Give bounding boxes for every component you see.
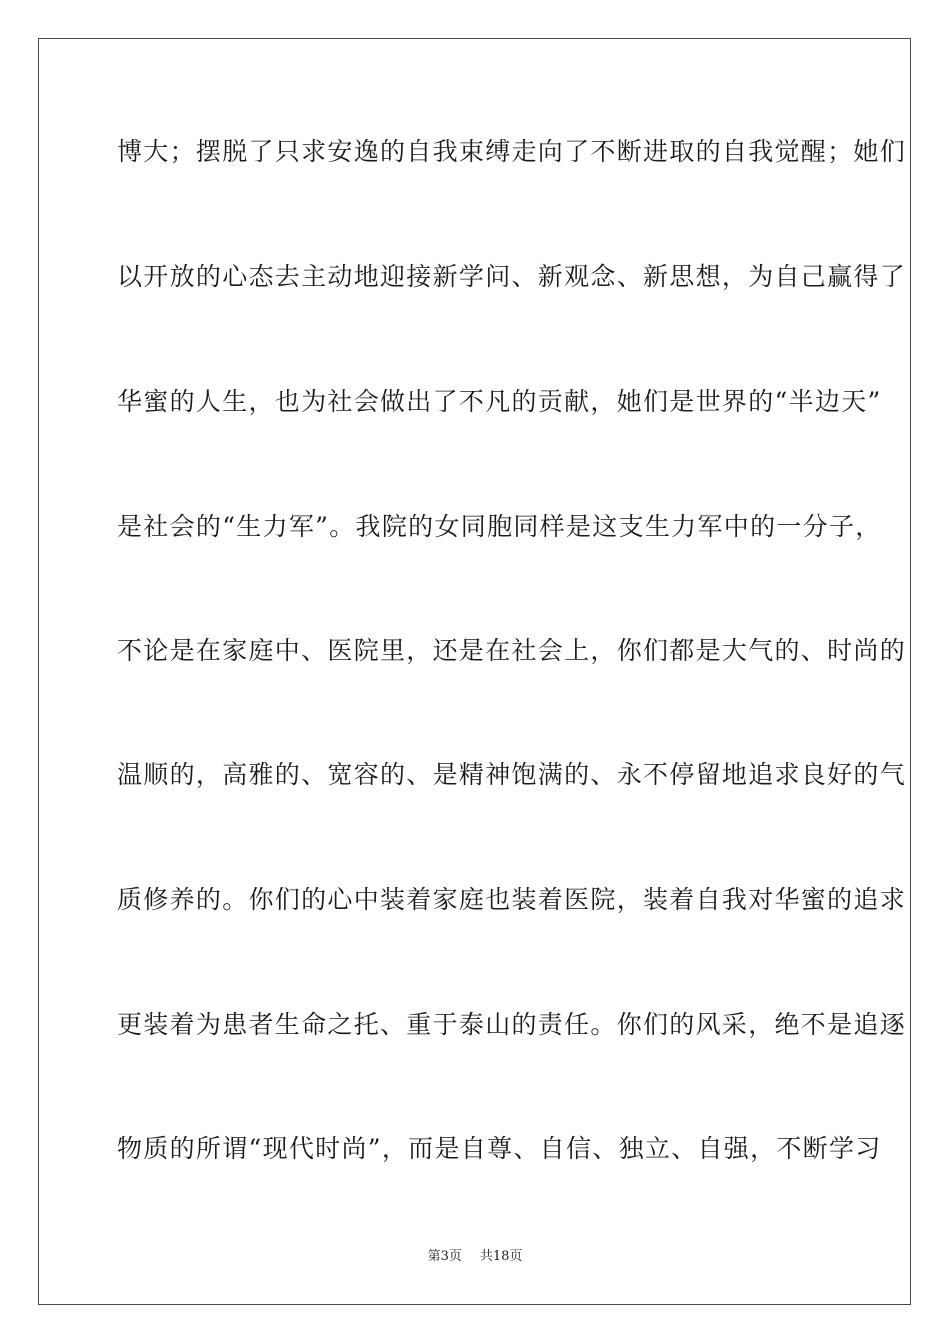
body-text-line: 是社会的“生力军”。我院的女同胞同样是这支生力军中的一分子， — [117, 512, 882, 541]
body-text-line: 以开放的心态去主动地迎接新学问、新观念、新思想，为自己赢得了 — [117, 262, 907, 291]
body-text-line: 物质的所谓“现代时尚”，而是自尊、自信、独立、自强，不断学习 — [117, 1134, 882, 1163]
body-text-line: 温顺的，高雅的、宽容的、是精神饱满的、永不停留地追求良好的气 — [117, 760, 907, 789]
page-number: 第3页 — [427, 1249, 462, 1264]
page-footer — [0, 1249, 950, 1265]
body-text-line: 更装着为患者生命之托、重于泰山的责任。你们的风采，绝不是追逐 — [117, 1010, 907, 1039]
total-pages: 共18页 — [479, 1249, 523, 1264]
body-text-line: 不论是在家庭中、医院里，还是在社会上，你们都是大气的、时尚的 — [117, 636, 907, 665]
page-border — [38, 38, 911, 1305]
body-text-line: 博大；摆脱了只求安逸的自我束缚走向了不断进取的自我觉醒；她们 — [117, 137, 907, 166]
body-text-line: 华蜜的人生，也为社会做出了不凡的贡献，她们是世界的“半边天” — [117, 387, 882, 416]
body-text-line: 质修养的。你们的心中装着家庭也装着医院，装着自我对华蜜的追求 — [117, 885, 907, 914]
